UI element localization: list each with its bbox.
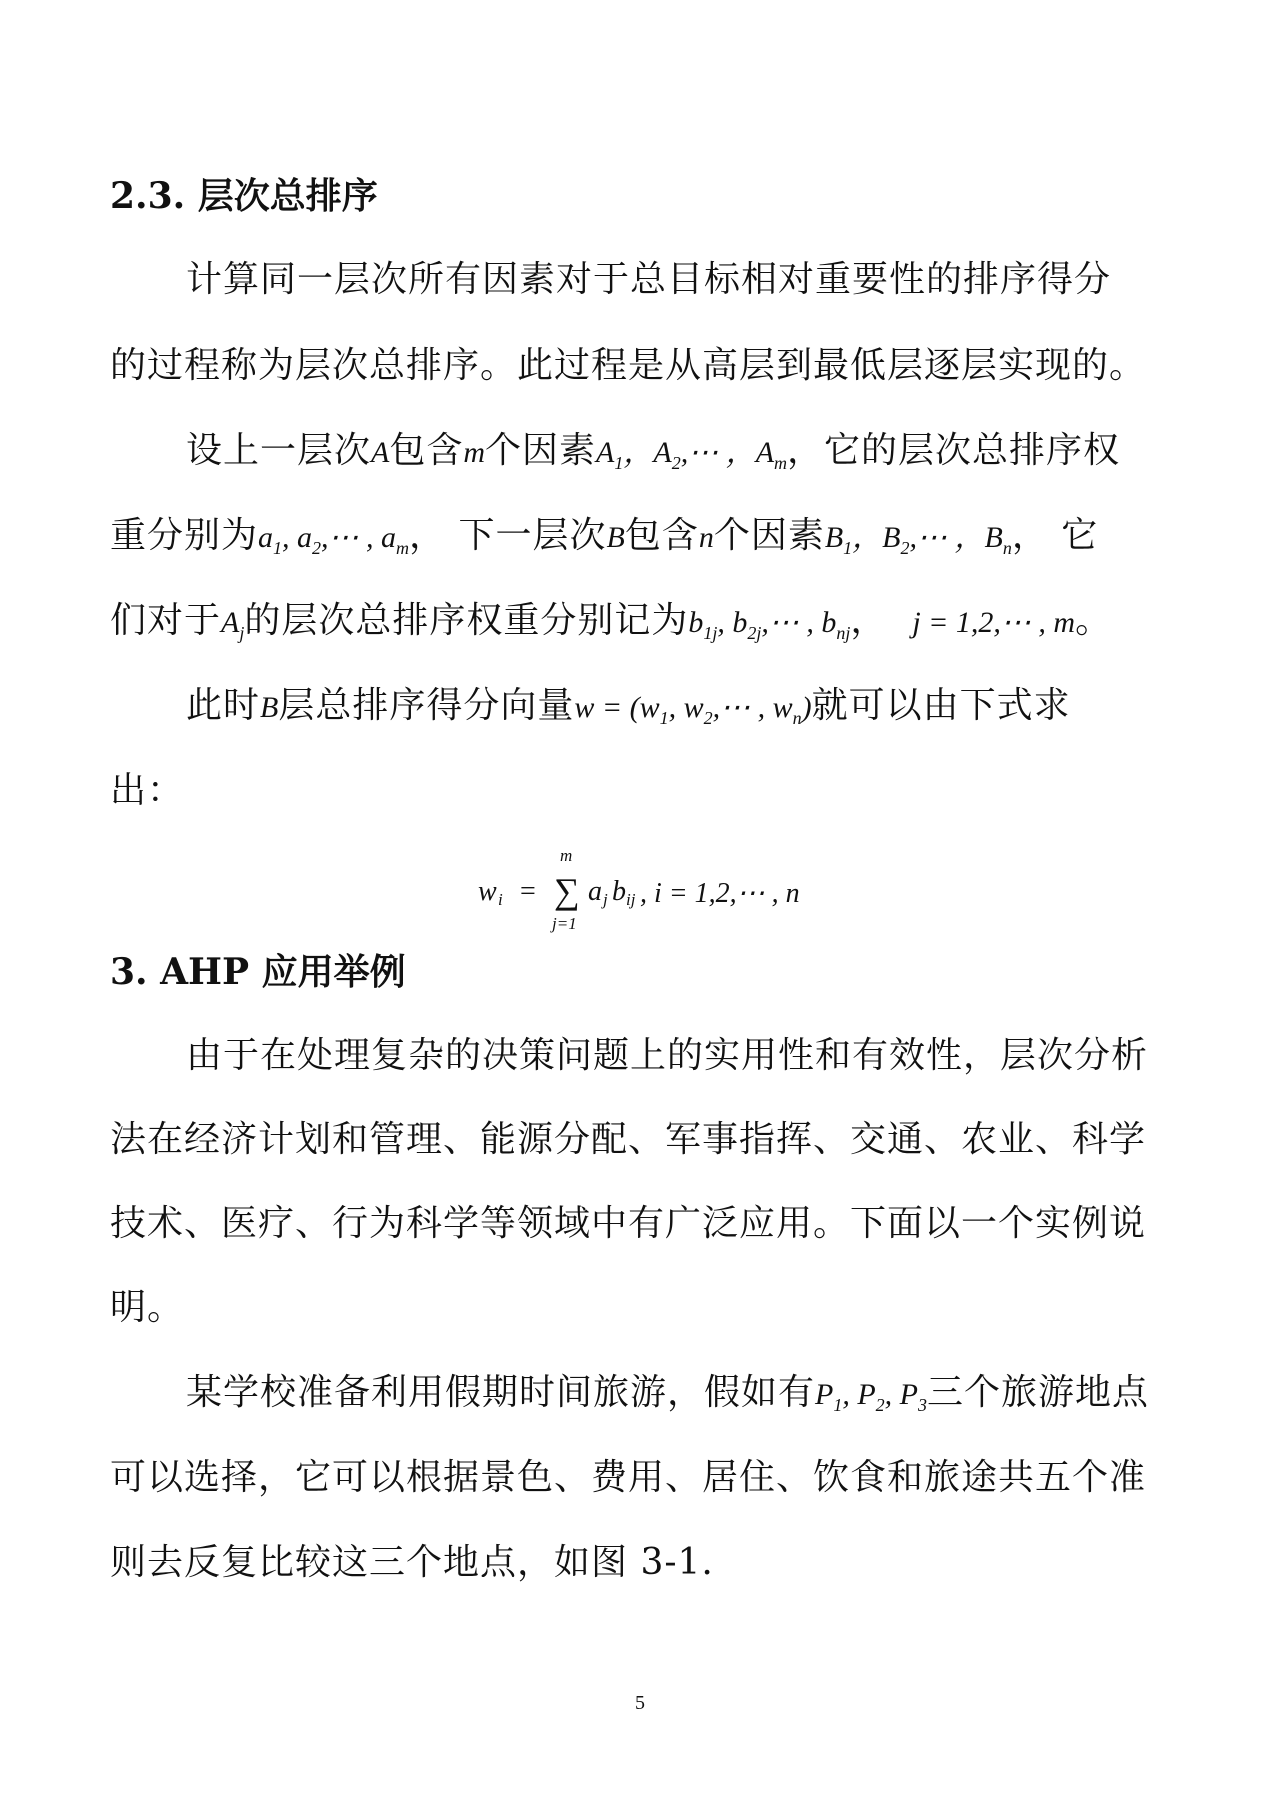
paragraph-line: 法在经济计划和管理、能源分配、军事指挥、交通、农业、科学 [110,1119,1147,1160]
section-heading-3: 3. AHP 应用举例 [110,951,406,993]
sum-formula [474,846,814,936]
paragraph-line: 计算同一层次所有因素对于总目标相对重要性的排序得分 [186,259,1112,300]
formula-equals: = [520,876,536,907]
paragraph-line: 技术、医疗、行为科学等领域中有广泛应用。下面以一个实例说 [110,1203,1147,1244]
math-P-list: $P_1$, $P_2$, $P_3$ [815,1378,927,1415]
math-A-list: $A_1$，$A_2,\cdots$ ，$A_m$ [596,436,788,473]
math-b-list: $b_{1j}$, $b_{2j},\cdots$ , $b_{nj}$ [688,606,851,643]
section-heading-2-3: 2.3. 层次总排序 [110,175,378,217]
paragraph-line: 则去反复比较这三个地点，如图 3-1. [110,1542,714,1583]
math-n: n [698,521,714,554]
math-Aj: $A_j$ [221,606,245,643]
paragraph-line-score-2: 出： [110,770,185,811]
formula-lhs: w [478,876,497,907]
math-a-list: $a_1$, $a_2,\cdots$ , $a_m$ [258,521,410,558]
paragraph-line-example-1: 某学校准备利用假期时间旅游，假如有$P_1$, $P_2$, $P_3$三个旅游地点 [186,1372,1150,1415]
paragraph-line-define-2: 重分别为$a_1$, $a_2,\cdots$ , $a_m$， 下一层次B包含n个因素$B_1$，$B_2,\cdots$ ，$B_n$， 它 [110,515,1099,558]
math-B: B [606,521,625,554]
paragraph-line: 的过程称为层次总排序。此过程是从高层到最低层逐层实现的。 [110,345,1147,386]
math-w-vector: $w = (w_1$, $w_2,\cdots$ , $w_n$) [574,691,812,728]
formula-lhs-sub: i [498,890,503,909]
formula-term-b-sub: ij [626,890,636,909]
sum-symbol: ∑ [554,871,580,911]
paragraph-line: 明。 [110,1287,185,1328]
formula-term-b: b [612,876,626,907]
paragraph-line: 由于在处理复杂的决策问题上的实用性和有效性，层次分析 [186,1035,1149,1076]
paragraph-line-define-1: 设上一层次A包含m个因素$A_1$，$A_2,\cdots$ ，$A_m$，它的层次总排序权 [186,430,1121,473]
page-number: 5 [635,1692,645,1714]
formula-term-a: a [588,876,602,907]
math-m: m [463,436,486,469]
paragraph-line-score-1: 此时B层总排序得分向量$w = (w_1$, $w_2,\cdots$ , $w_n$)就可以由下式求 [186,685,1071,728]
sum-lower-limit: j=1 [552,914,577,933]
paragraph-line: 可以选择，它可以根据景色、费用、居住、饮食和旅途共五个准 [110,1457,1147,1498]
paragraph-line-define-3: 们对于$A_j$的层次总排序权重分别记为$b_{1j}$, $b_{2j},\cdots$ , $b_{nj}$， j = 1,2,⋯ , m。 [110,600,1113,643]
math-B: B [260,691,279,724]
formula-term-a-sub: j [603,890,608,909]
math-B-list: $B_1$，$B_2,\cdots$ ，$B_n$ [824,521,1012,558]
math-j-range: j = 1,2,⋯ , m [912,606,1076,639]
math-A: A [371,436,390,469]
sum-upper-limit: m [560,846,573,865]
formula-tail: , i = 1,2,⋯ , n [640,878,800,909]
